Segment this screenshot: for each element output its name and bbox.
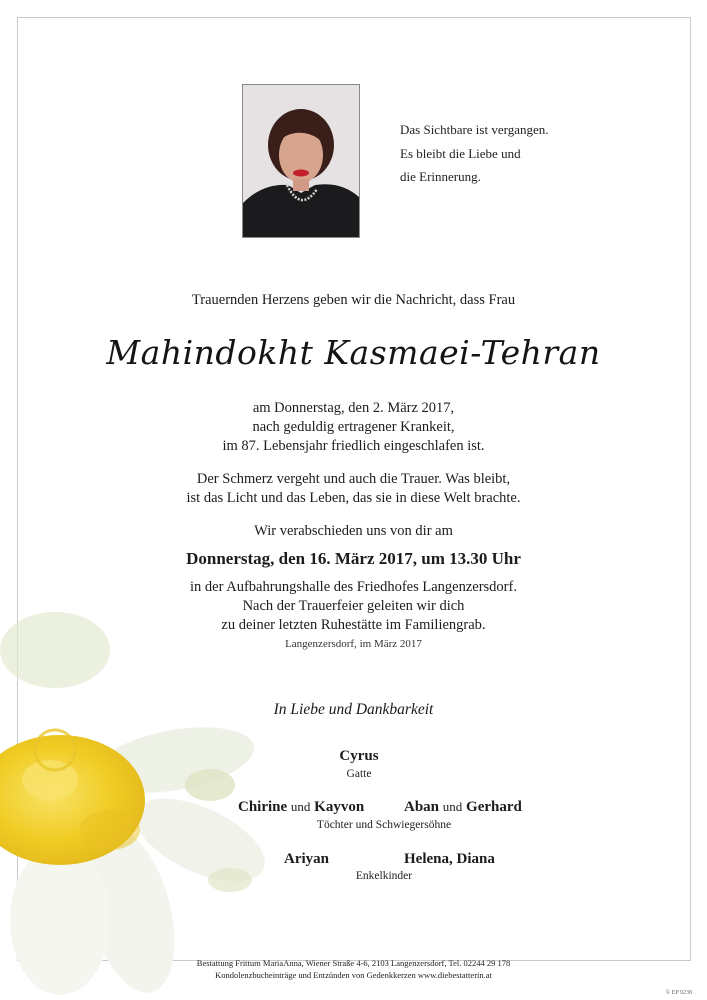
ceremony-line: Nach der Trauerfeier geleiten wir dich <box>242 598 465 614</box>
document-code: © EP 9238 <box>665 990 692 996</box>
memorial-quote <box>400 118 549 189</box>
ceremony-line: zu deiner letzten Ruhestätte im Familiengrab. <box>221 617 486 633</box>
grandchild-name: Helena, Diana <box>404 851 495 867</box>
closing-phrase: In Liebe und Dankbarkeit <box>273 701 434 718</box>
quote-line: Es bleibt die Liebe und <box>400 145 521 161</box>
death-notice <box>0 399 707 456</box>
ceremony-details <box>0 578 707 635</box>
message-line: Der Schmerz vergeht und auch die Trauer. Was bleibt, <box>196 471 511 487</box>
footer-line: Kondolenzbucheinträge und Entzünden von Gedenkkerzen www.diebestatterin.at <box>215 970 492 980</box>
conjunction: und <box>290 799 311 814</box>
portrait-photo <box>242 84 360 238</box>
place-date: Langenzersdorf, im März 2017 <box>285 638 422 650</box>
death-line: im 87. Lebensjahr friedlich eingeschlafen ist. <box>222 438 485 454</box>
mourner-husband-name: Cyrus <box>339 748 379 764</box>
mourner-name: Chirine <box>238 799 288 815</box>
farewell-intro: Wir verabschieden uns von dir am <box>254 523 453 539</box>
ceremony-line: in der Aufbahrungshalle des Friedhofes Langenzersdorf. <box>190 579 517 595</box>
grandchild-name: Ariyan <box>284 851 329 867</box>
mourner-husband-relation: Gatte <box>346 768 372 780</box>
footer-line: Bestattung Frittum MariaAnna, Wiener Straße 4-6, 2103 Langenzersdorf, Tel. 02244 29 178 <box>196 958 511 968</box>
death-line: nach geduldig ertragener Krankeit, <box>252 419 455 435</box>
message-line: ist das Licht und das Leben, das sie in diese Welt brachte. <box>186 490 521 506</box>
deceased-name: Mahindokht Kasmaei-Tehran <box>106 333 601 372</box>
mourner-couple-2 <box>404 799 522 816</box>
announcement-intro: Trauernden Herzens geben wir die Nachricht, dass Frau <box>191 292 516 308</box>
conjunction: und <box>442 799 463 814</box>
death-line: am Donnerstag, den 2. März 2017, <box>252 400 455 416</box>
funeral-home-footer <box>0 957 707 981</box>
ceremony-datetime: Donnerstag, den 16. März 2017, um 13.30 Uhr <box>186 549 521 568</box>
mourner-name: Aban <box>404 799 440 815</box>
mourner-name: Gerhard <box>466 799 522 815</box>
quote-line: Das Sichtbare ist vergangen. <box>400 122 549 137</box>
grandchildren-relation: Enkelkinder <box>355 870 413 882</box>
memorial-message <box>0 470 707 508</box>
children-relation: Töchter und Schwiegersöhne <box>316 819 452 831</box>
mourner-couple-1 <box>238 799 364 816</box>
quote-line: die Erinnerung. <box>400 169 481 184</box>
mourner-name: Kayvon <box>314 799 365 815</box>
